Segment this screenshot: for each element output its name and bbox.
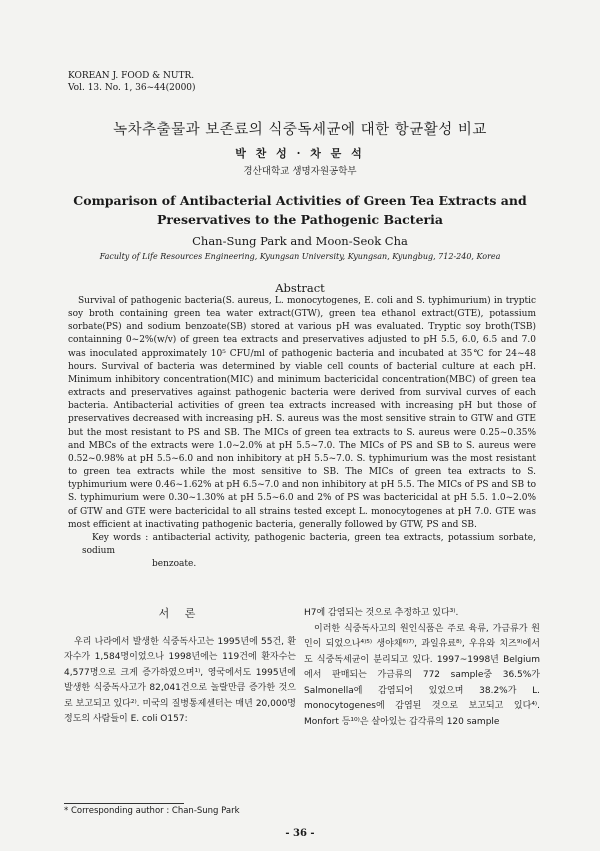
intro-heading: 서 론 [158, 607, 202, 620]
korean-title: 녹차추출물과 보존료의 식중독세균에 대한 항균활성 비교 [113, 122, 487, 138]
korean-affiliation: 경산대학교 생명자원공학부 [243, 166, 357, 177]
english-title [0, 191, 600, 229]
keywords-line1: antibacterial activity, pathogenic bacteria, green tea extracts, potassium sorbate, sodium [82, 532, 536, 556]
abstract-body: Survival of pathogenic bacteria(S. aureus, L. monocytogenes, E. coli and S. typhimurium) in tryptic soy broth containing green tea water extract(GTW), green tea ethanol extract(GTE), potassium sorbate(PS) and sodium benzoate(SB) stored at various pH was evaluated. Tryptic soy broth(TSB) containning 0~2%(w/v) of green tea extracts and preservatives adjusted to pH 5.5, 6.0, 6.5 and 7.0 was inoculated approximately 10⁵ CFU/ml of pathogenic bacteria and incubated at 35℃ for 24~48 hours. Survival of bacteria was determined by viable cell counts of bacterial culture at each pH. Minimum inhibitory concentration(MIC) and minimum bactericidal concentration(MBC) of green tea extracts and preservatives against pathogenic bacteria were derived from survival curves of each bacteria. Antibacterial activities of green tea extracts increased with increasing pH but those of preservatives decreased with increasing pH. S. aureus was the most sensitive strain to GTW and GTE but the most resistant to PS and SB. The MICs of green tea extracts to S. aureus were 0.25~0.35% and MBCs of the extracts were 1.0~2.0% at pH 5.5~7.0. The MICs of PS and SB to S. aureus were 0.52~0.98% at pH 5.5~6.0 and non inhibitory at pH 5.5~7.0. S. typhimurium was the most resistant to green tea extracts while the most sensitive to SB. The MICs of green tea extracts to S. typhimurium were 0.46~1.62% at pH 6.5~7.0 and non inhibitory at pH 5.5. The MICs of PS and SB to S. typhimurium were 0.30~1.30% at pH 5.5~6.0 and 2% of PS was bactericidal at pH 5.5. 1.0~2.0% of GTW and GTE were bactericidal to all strains tested except L. monocytogenes at pH 7.0. GTE was most efficient at inactivating pathogenic bacteria, generally followed by GTW, PS and SB. [68, 296, 536, 530]
footnote: * Corresponding author : Chan-Sung Park [64, 806, 240, 816]
keywords-label: Key words : [92, 532, 149, 543]
keywords-line2: benzoate. [152, 559, 197, 570]
abstract-section [68, 295, 536, 571]
english-affiliation: Faculty of Life Resources Engineering, Kyungsan University, Kyungsan, Kyungbug, 712-240, Korea [99, 252, 501, 261]
english-title-line1: Comparison of Antibacterial Activities of Green Tea Extracts and [73, 193, 527, 208]
page-number: - 36 - [285, 828, 315, 839]
english-title-line2: Preservatives to the Pathogenic Bacteria [157, 212, 443, 227]
intro-left-paragraph: 우리 나라에서 발생한 식중독사고는 1995년에 55건, 환자수가 1,584명이었으나 1998년에는 119건에 환자수는 4,577명으로 크게 증가하였으며¹⁾, 영국에서도 1995년에 발생한 식중독사고가 82,041건으로 놀랄만큼 증가한 것으로 보고되고 있다²⁾. 미국의 질병통제센터는 매년 20,000명 정도의 사람들이 E. coli O157: [64, 636, 296, 724]
journal-name: KOREAN J. FOOD & NUTR. [68, 71, 195, 81]
intro-right-paragraph-2: 이러한 식중독사고의 원인식품은 주로 육류, 가금류가 원인이 되었으나⁴⁾⁵⁾ 생야채⁶⁾⁷⁾, 과일유료⁸⁾, 우유와 치즈⁹⁾에서도 식중독세균이 분리되고 있다. 1997~1998년 Belgium에서 판매되는 가금류의 772 sample중 36.5%가 Salmonella에 감염되어 있었으며 38.2%가 L. monocytogenes에 감염된 것으로 보고되고 있다⁴⁾. Monfort 등¹⁰⁾은 살아있는 갑각류의 120 sample [304, 623, 540, 727]
intro-right-paragraph-1: H7에 감염되는 것으로 추정하고 있다³⁾. [304, 608, 459, 618]
abstract-heading: Abstract [275, 281, 325, 295]
english-authors: Chan-Sung Park and Moon-Seok Cha [192, 234, 408, 248]
body-column-left [64, 606, 296, 728]
journal-header [68, 70, 196, 94]
footnote-rule [64, 803, 184, 804]
keywords [68, 532, 536, 571]
body-column-right [304, 606, 540, 730]
journal-volume: Vol. 13. No. 1, 36~44(2000) [68, 83, 196, 93]
korean-authors: 박 찬 성 · 차 문 석 [235, 147, 365, 160]
